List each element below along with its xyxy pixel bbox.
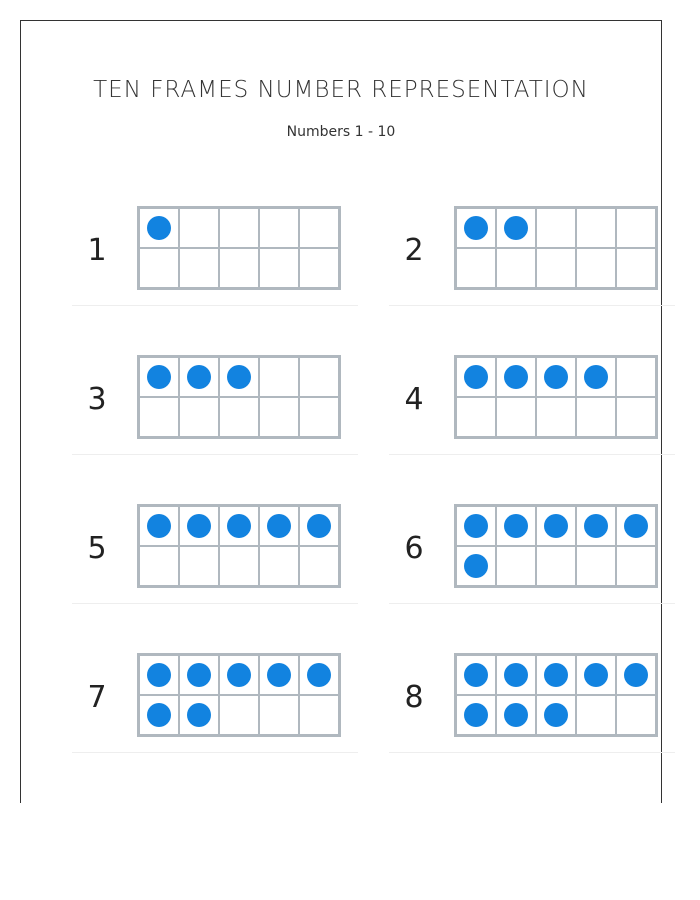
frame-cell	[616, 397, 656, 437]
frame-cell	[139, 546, 179, 586]
frame-cell	[219, 397, 259, 437]
frame-cell	[219, 695, 259, 735]
frame-cell	[616, 546, 656, 586]
counter-dot	[544, 703, 568, 727]
number-label: 1	[87, 233, 107, 268]
frame-cell	[299, 506, 339, 546]
counter-dot	[464, 365, 488, 389]
frame-cell	[179, 695, 219, 735]
counter-dot	[227, 365, 251, 389]
counter-dot	[544, 365, 568, 389]
counter-dot	[464, 663, 488, 687]
counter-dot	[147, 514, 171, 538]
counter-dot	[307, 514, 331, 538]
frame-cell	[219, 248, 259, 288]
divider	[389, 305, 675, 306]
divider	[389, 603, 675, 604]
number-label: 3	[87, 382, 107, 417]
counter-dot	[504, 703, 528, 727]
frame-cell	[576, 695, 616, 735]
ten-frame-item	[72, 206, 362, 355]
frame-cell	[179, 357, 219, 397]
frame-cell	[496, 248, 536, 288]
frame-cell	[456, 208, 496, 248]
frame-cell	[139, 655, 179, 695]
counter-dot	[464, 216, 488, 240]
frame-cell	[536, 546, 576, 586]
divider	[72, 305, 358, 306]
frame-cell	[456, 357, 496, 397]
counter-dot	[147, 703, 171, 727]
ten-frame	[454, 355, 658, 439]
ten-frame	[454, 504, 658, 588]
divider	[72, 752, 358, 753]
frame-cell	[299, 695, 339, 735]
frame-cell	[616, 357, 656, 397]
frame-cell	[139, 208, 179, 248]
frame-cell	[299, 248, 339, 288]
ten-frame	[137, 206, 341, 290]
counter-dot	[584, 365, 608, 389]
ten-frame-item	[72, 653, 362, 802]
frame-cell	[219, 546, 259, 586]
frame-cell	[496, 208, 536, 248]
frame-cell	[536, 208, 576, 248]
frame-cell	[259, 695, 299, 735]
frame-cell	[536, 357, 576, 397]
frame-cell	[496, 397, 536, 437]
frame-cell	[179, 397, 219, 437]
counter-dot	[584, 663, 608, 687]
frame-cell	[139, 357, 179, 397]
frame-cell	[456, 397, 496, 437]
frame-cell	[576, 208, 616, 248]
frame-cell	[299, 655, 339, 695]
frame-cell	[536, 506, 576, 546]
frame-cell	[456, 248, 496, 288]
frame-cell	[259, 248, 299, 288]
frame-cell	[139, 695, 179, 735]
frame-cell	[299, 397, 339, 437]
ten-frame-item	[389, 355, 679, 504]
page-subtitle: Numbers 1 - 10	[286, 124, 396, 140]
number-label: 6	[404, 531, 424, 566]
counter-dot	[464, 703, 488, 727]
frame-cell	[496, 655, 536, 695]
ten-frame-item	[389, 653, 679, 802]
frame-cell	[496, 695, 536, 735]
counter-dot	[544, 514, 568, 538]
counter-dot	[504, 514, 528, 538]
frame-cell	[576, 506, 616, 546]
counter-dot	[504, 365, 528, 389]
counter-dot	[227, 663, 251, 687]
frame-cell	[179, 506, 219, 546]
frame-cell	[259, 357, 299, 397]
frame-cell	[616, 655, 656, 695]
ten-frame-item	[389, 504, 679, 653]
counter-dot	[187, 514, 211, 538]
counter-dot	[187, 663, 211, 687]
ten-frame	[454, 206, 658, 290]
frame-cell	[139, 506, 179, 546]
frame-cell	[576, 357, 616, 397]
frame-cell	[616, 208, 656, 248]
counter-dot	[187, 365, 211, 389]
divider	[389, 454, 675, 455]
divider	[72, 454, 358, 455]
counter-dot	[227, 514, 251, 538]
counter-dot	[504, 663, 528, 687]
frame-cell	[456, 695, 496, 735]
frame-cell	[616, 506, 656, 546]
number-label: 7	[87, 680, 107, 715]
frame-cell	[259, 506, 299, 546]
frame-cell	[139, 397, 179, 437]
frame-cell	[179, 546, 219, 586]
number-label: 4	[404, 382, 424, 417]
frame-cell	[299, 357, 339, 397]
counter-dot	[624, 514, 648, 538]
frame-cell	[259, 397, 299, 437]
frame-cell	[179, 248, 219, 288]
frame-cell	[576, 655, 616, 695]
frame-cell	[496, 506, 536, 546]
divider	[389, 752, 675, 753]
frame-cell	[576, 546, 616, 586]
frame-cell	[616, 695, 656, 735]
counter-dot	[267, 514, 291, 538]
ten-frame-item	[72, 355, 362, 504]
counter-dot	[504, 216, 528, 240]
frame-cell	[456, 546, 496, 586]
ten-frame	[137, 653, 341, 737]
ten-frame	[454, 653, 658, 737]
frame-cell	[576, 248, 616, 288]
frame-cell	[536, 695, 576, 735]
counter-dot	[464, 514, 488, 538]
frame-cell	[259, 655, 299, 695]
page-title: TEN FRAMES NUMBER REPRESENTATION	[93, 77, 589, 103]
counter-dot	[307, 663, 331, 687]
frame-cell	[219, 357, 259, 397]
number-label: 5	[87, 531, 107, 566]
frame-cell	[139, 248, 179, 288]
counter-dot	[147, 365, 171, 389]
frame-cell	[456, 655, 496, 695]
frame-cell	[299, 546, 339, 586]
counter-dot	[624, 663, 648, 687]
frame-cell	[536, 655, 576, 695]
number-label: 8	[404, 680, 424, 715]
counter-dot	[147, 216, 171, 240]
counter-dot	[464, 554, 488, 578]
divider	[72, 603, 358, 604]
frame-cell	[496, 546, 536, 586]
counter-dot	[584, 514, 608, 538]
frame-cell	[299, 208, 339, 248]
counter-dot	[147, 663, 171, 687]
ten-frame	[137, 504, 341, 588]
counter-dot	[187, 703, 211, 727]
frame-cell	[259, 208, 299, 248]
frame-cell	[219, 208, 259, 248]
ten-frame-item	[389, 206, 679, 355]
ten-frame	[137, 355, 341, 439]
frame-cell	[259, 546, 299, 586]
frame-cell	[219, 655, 259, 695]
frame-cell	[219, 506, 259, 546]
counter-dot	[544, 663, 568, 687]
counter-dot	[267, 663, 291, 687]
frame-cell	[456, 506, 496, 546]
frame-cell	[576, 397, 616, 437]
number-label: 2	[404, 233, 424, 268]
frame-cell	[179, 655, 219, 695]
ten-frame-item	[72, 504, 362, 653]
frame-cell	[536, 397, 576, 437]
frame-cell	[179, 208, 219, 248]
frame-cell	[616, 248, 656, 288]
frame-cell	[496, 357, 536, 397]
frame-cell	[536, 248, 576, 288]
